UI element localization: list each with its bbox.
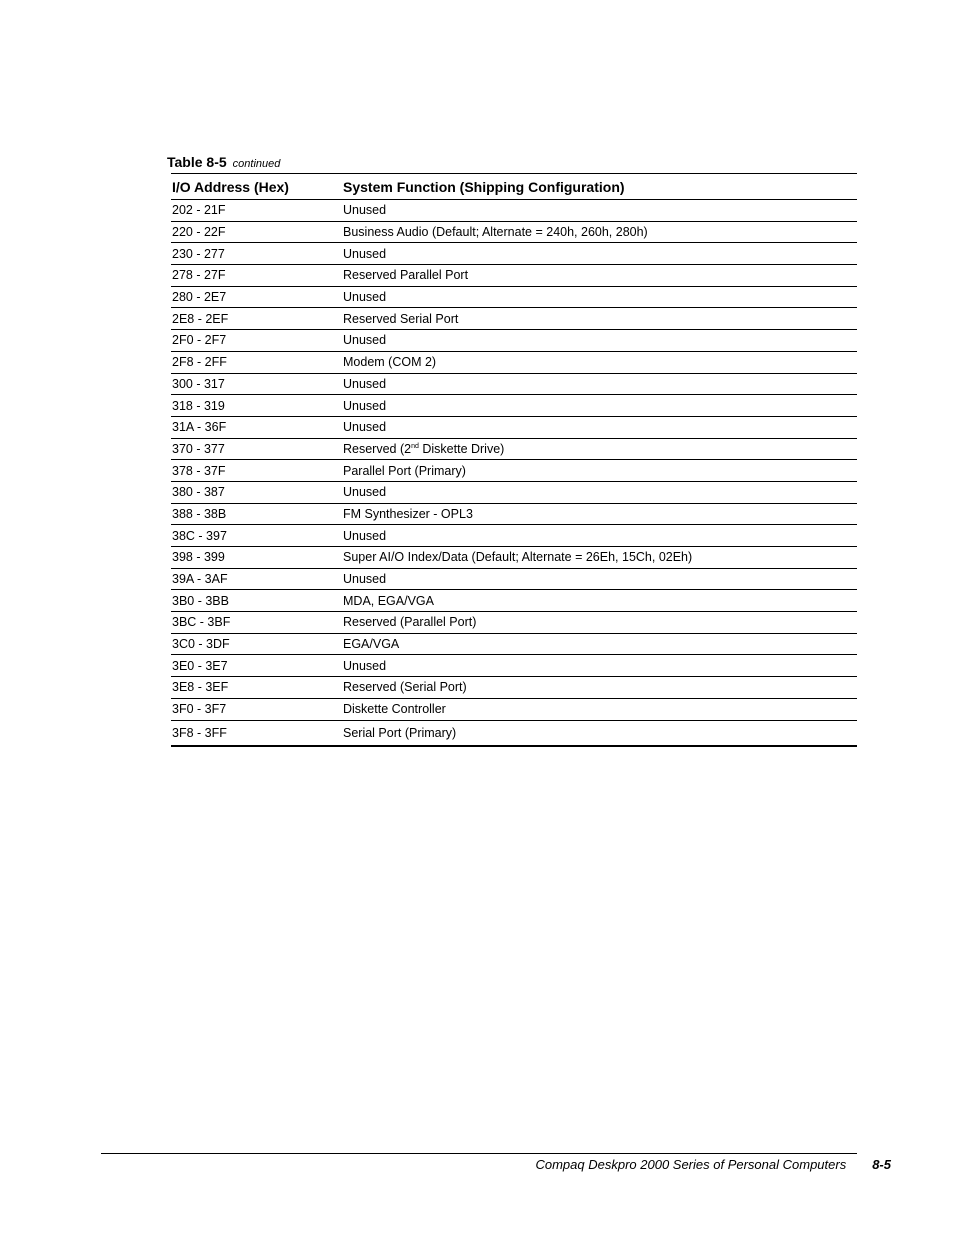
table-row [171,612,857,634]
cell-io-address: 2F8 - 2FF [171,351,342,373]
table-row [171,503,857,525]
cell-system-function: Super AI/O Index/Data (Default; Alternate = 26Eh, 15Ch, 02Eh) [342,547,857,569]
table-row [171,286,857,308]
table-row [171,698,857,720]
table-row [171,720,857,746]
cell-system-function: Unused [342,373,857,395]
table-caption [167,154,280,170]
cell-system-function: Reserved (Parallel Port) [342,612,857,634]
page-footer [101,1157,891,1172]
header-system-function: System Function (Shipping Configuration) [342,174,857,200]
table-row [171,525,857,547]
table-row [171,265,857,287]
cell-system-function: Reserved (Serial Port) [342,677,857,699]
cell-io-address: 230 - 277 [171,243,342,265]
cell-system-function: Reserved Parallel Port [342,265,857,287]
cell-io-address: 39A - 3AF [171,568,342,590]
cell-system-function: Unused [342,655,857,677]
cell-system-function: Unused [342,330,857,352]
cell-io-address: 300 - 317 [171,373,342,395]
cell-system-function: Diskette Controller [342,698,857,720]
cell-system-function: Unused [342,243,857,265]
table-row [171,547,857,569]
table-row [171,330,857,352]
cell-io-address: 380 - 387 [171,481,342,503]
table-row [171,308,857,330]
table-caption-note: continued [232,158,281,170]
cell-system-function: Unused [342,286,857,308]
table-row [171,677,857,699]
cell-system-function: Unused [342,200,857,222]
cell-system-function: MDA, EGA/VGA [342,590,857,612]
cell-io-address: 202 - 21F [171,200,342,222]
cell-io-address: 398 - 399 [171,547,342,569]
table-caption-label: Table 8-5 [167,154,227,170]
table-row [171,633,857,655]
cell-io-address: 3F8 - 3FF [171,720,342,746]
footer-rule [101,1153,857,1154]
table-row [171,460,857,482]
table-row [171,655,857,677]
table-row [171,395,857,417]
header-io-address: I/O Address (Hex) [171,174,342,200]
cell-system-function: Modem (COM 2) [342,351,857,373]
footer-page-number: 8-5 [872,1157,891,1172]
footer-book-title: Compaq Deskpro 2000 Series of Personal Computers [535,1157,847,1172]
cell-system-function: Reserved Serial Port [342,308,857,330]
cell-io-address: 3F0 - 3F7 [171,698,342,720]
cell-io-address: 31A - 36F [171,416,342,438]
io-address-table [171,173,857,747]
cell-system-function: Serial Port (Primary) [342,720,857,746]
cell-io-address: 370 - 377 [171,438,342,460]
table-row [171,438,857,460]
cell-io-address: 388 - 38B [171,503,342,525]
cell-system-function: Reserved (2nd Diskette Drive) [342,438,857,460]
cell-system-function: EGA/VGA [342,633,857,655]
cell-system-function: Unused [342,525,857,547]
cell-io-address: 3E8 - 3EF [171,677,342,699]
cell-io-address: 278 - 27F [171,265,342,287]
cell-io-address: 2E8 - 2EF [171,308,342,330]
cell-system-function: Business Audio (Default; Alternate = 240h, 260h, 280h) [342,221,857,243]
cell-system-function: Unused [342,395,857,417]
table-row [171,416,857,438]
cell-io-address: 220 - 22F [171,221,342,243]
table-row [171,373,857,395]
table-row [171,200,857,222]
cell-io-address: 318 - 319 [171,395,342,417]
table-row [171,243,857,265]
cell-io-address: 3E0 - 3E7 [171,655,342,677]
cell-io-address: 280 - 2E7 [171,286,342,308]
table-body [171,200,857,746]
cell-system-function: Unused [342,416,857,438]
cell-io-address: 3BC - 3BF [171,612,342,634]
table-row [171,590,857,612]
cell-io-address: 3C0 - 3DF [171,633,342,655]
cell-io-address: 2F0 - 2F7 [171,330,342,352]
cell-io-address: 38C - 397 [171,525,342,547]
table-header-row [171,174,857,200]
cell-system-function: FM Synthesizer - OPL3 [342,503,857,525]
table-row [171,351,857,373]
cell-system-function: Unused [342,568,857,590]
cell-io-address: 3B0 - 3BB [171,590,342,612]
cell-system-function: Unused [342,481,857,503]
cell-io-address: 378 - 37F [171,460,342,482]
table-row [171,481,857,503]
table-row [171,221,857,243]
cell-system-function: Parallel Port (Primary) [342,460,857,482]
table-row [171,568,857,590]
